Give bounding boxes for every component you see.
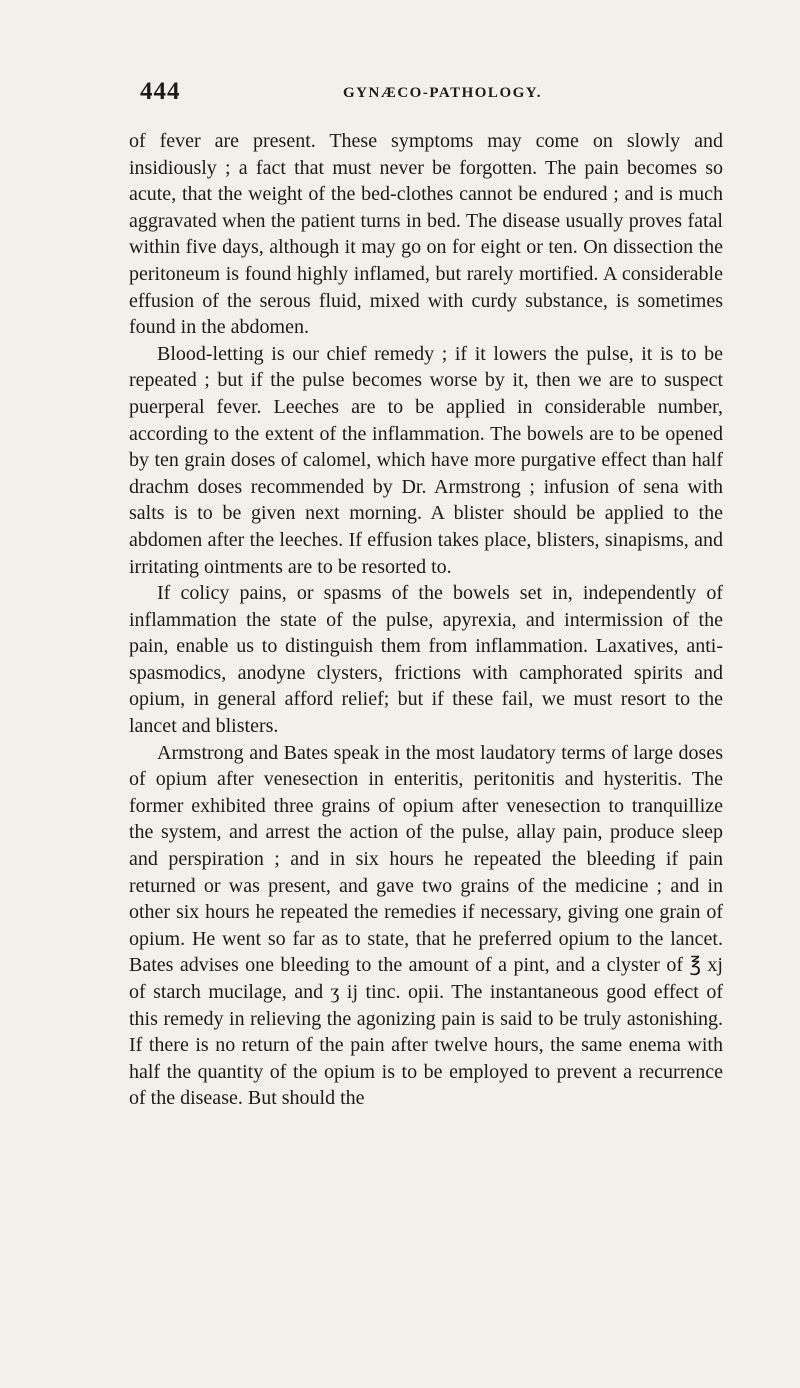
body-text <box>129 128 723 1112</box>
paragraph-colicy-pains: If colicy pains, or spasms of the bowels set in, independently of inflammation the state of the pulse, apyrexia, and intermission of the pain, enable us to distinguish them from inflammation. Laxatives, anti-spasmodics, anodyne clysters, frictions with camphorated spirits and opium, in general afford relief; but if these fail, we must resort to the lancet and blisters. <box>129 582 723 738</box>
paragraph-armstrong-bates: Armstrong and Bates speak in the most laudatory terms of large doses of opium after venesection in enteritis, peritonitis and hysteritis. The former exhibited three grains of opium after venesection to tranquillize the system, and arrest the action of the pulse, allay pain, produce sleep and perspiration ; and in six hours he repeated the bleeding if pain returned or was present, and gave two grains of the medicine ; and in other six hours he repeated the remedies if necessary, giving one grain of opium. He went so far as to state, that he preferred opium to the lancet. Bates advises one bleeding to the amount of a pint, and a clyster of ℥ xj of starch mucilage, and ʒ ij tinc. opii. The instantaneous good effect of this remedy in relieving the agonizing pain is said to be truly astonishing. If there is no return of the pain after twelve hours, the same enema with half the quantity of the opium is to be employed to prevent a recurrence of the disease. But should the <box>129 741 723 1110</box>
paragraph-blood-letting: Blood-letting is our chief remedy ; if it lowers the pulse, it is to be repeated ; but if the pulse becomes worse by it, then we are to suspect puerperal fever. Leeches are to be applied in considerable number, according to the extent of the inflammation. The bowels are to be opened by ten grain doses of calomel, which have more purgative effect than half drachm doses recommended by Dr. Armstrong ; infusion of sena with salts is to be given next morning. A blister should be applied to the abdomen after the leeches. If effusion takes place, blisters, sinapisms, and irritating ointments are to be resorted to. <box>129 342 723 578</box>
paragraph-continued: of fever are present. These symptoms may come on slowly and insidiously ; a fact that must never be forgotten. The pain becomes so acute, that the weight of the bed-clothes cannot be endured ; and is much aggravated when the patient turns in bed. The disease usually proves fatal within five days, although it may go on for eight or ten. On dissection the peritoneum is found highly inflamed, but rarely mortified. A considerable effusion of the serous fluid, mixed with curdy substance, is sometimes found in the abdomen. <box>129 130 723 339</box>
page-number: 444 <box>140 78 181 105</box>
page-header <box>0 78 800 110</box>
running-title: GYNÆCO-PATHOLOGY. <box>343 85 542 101</box>
